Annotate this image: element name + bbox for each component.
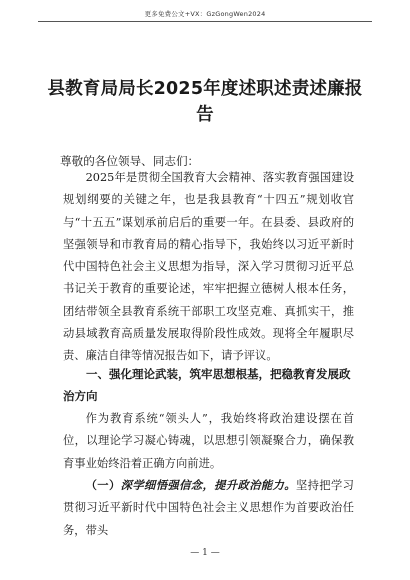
page-number: — 1 —	[190, 548, 220, 558]
paragraph-section-1: 作为教育系统“领头人”，我始终将政治建设摆在首位，以理论学习凝心铸魂，以思想引领凝聚合力，确保教育事业始终沿着正确方向前进。	[63, 412, 354, 470]
header-divider	[38, 21, 372, 22]
header-note: 更多免费公文+VX：GzGongWen2024	[144, 10, 266, 18]
subheading-text: 深学细悟强信念，提升政治能力。	[120, 478, 296, 492]
subsection-body: 坚持把学习贯彻习近平新时代中国特色社会主义思想作为首要政治任务，带头	[63, 479, 354, 537]
document-title: 县教育局局长2025年度述职述责述廉报告	[47, 79, 363, 125]
salutation: 尊敬的各位领导、同志们：	[60, 154, 200, 168]
paragraph-subsection-1	[63, 474, 354, 542]
subheading-number: （一）	[85, 479, 121, 492]
section-heading-1: 一、强化理论武装，筑牢思想根基，把稳教育发展政治方向	[63, 367, 351, 404]
paragraph-intro: 2025年是贯彻全国教育大会精神、落实教育强国建设规划纲要的关键之年，也是我县教育“十四五”规划收官与“十五五”谋划承前启后的重要一年。在县委、县政府的坚强领导和市教育局的精心指导下，我始终以习近平新时代中国特色社会主义思想为指导，深入学习贯彻习近平总书记关于教育的重要论述，牢牢把握立德树人根本任务，团结带领全县教育系统干部职工攻坚克难、真抓实干，推动县域教育高质量发展取得阶段性成效。现将全年履职尽责、廉洁自律等情况报告如下，请予评议。	[63, 171, 354, 363]
